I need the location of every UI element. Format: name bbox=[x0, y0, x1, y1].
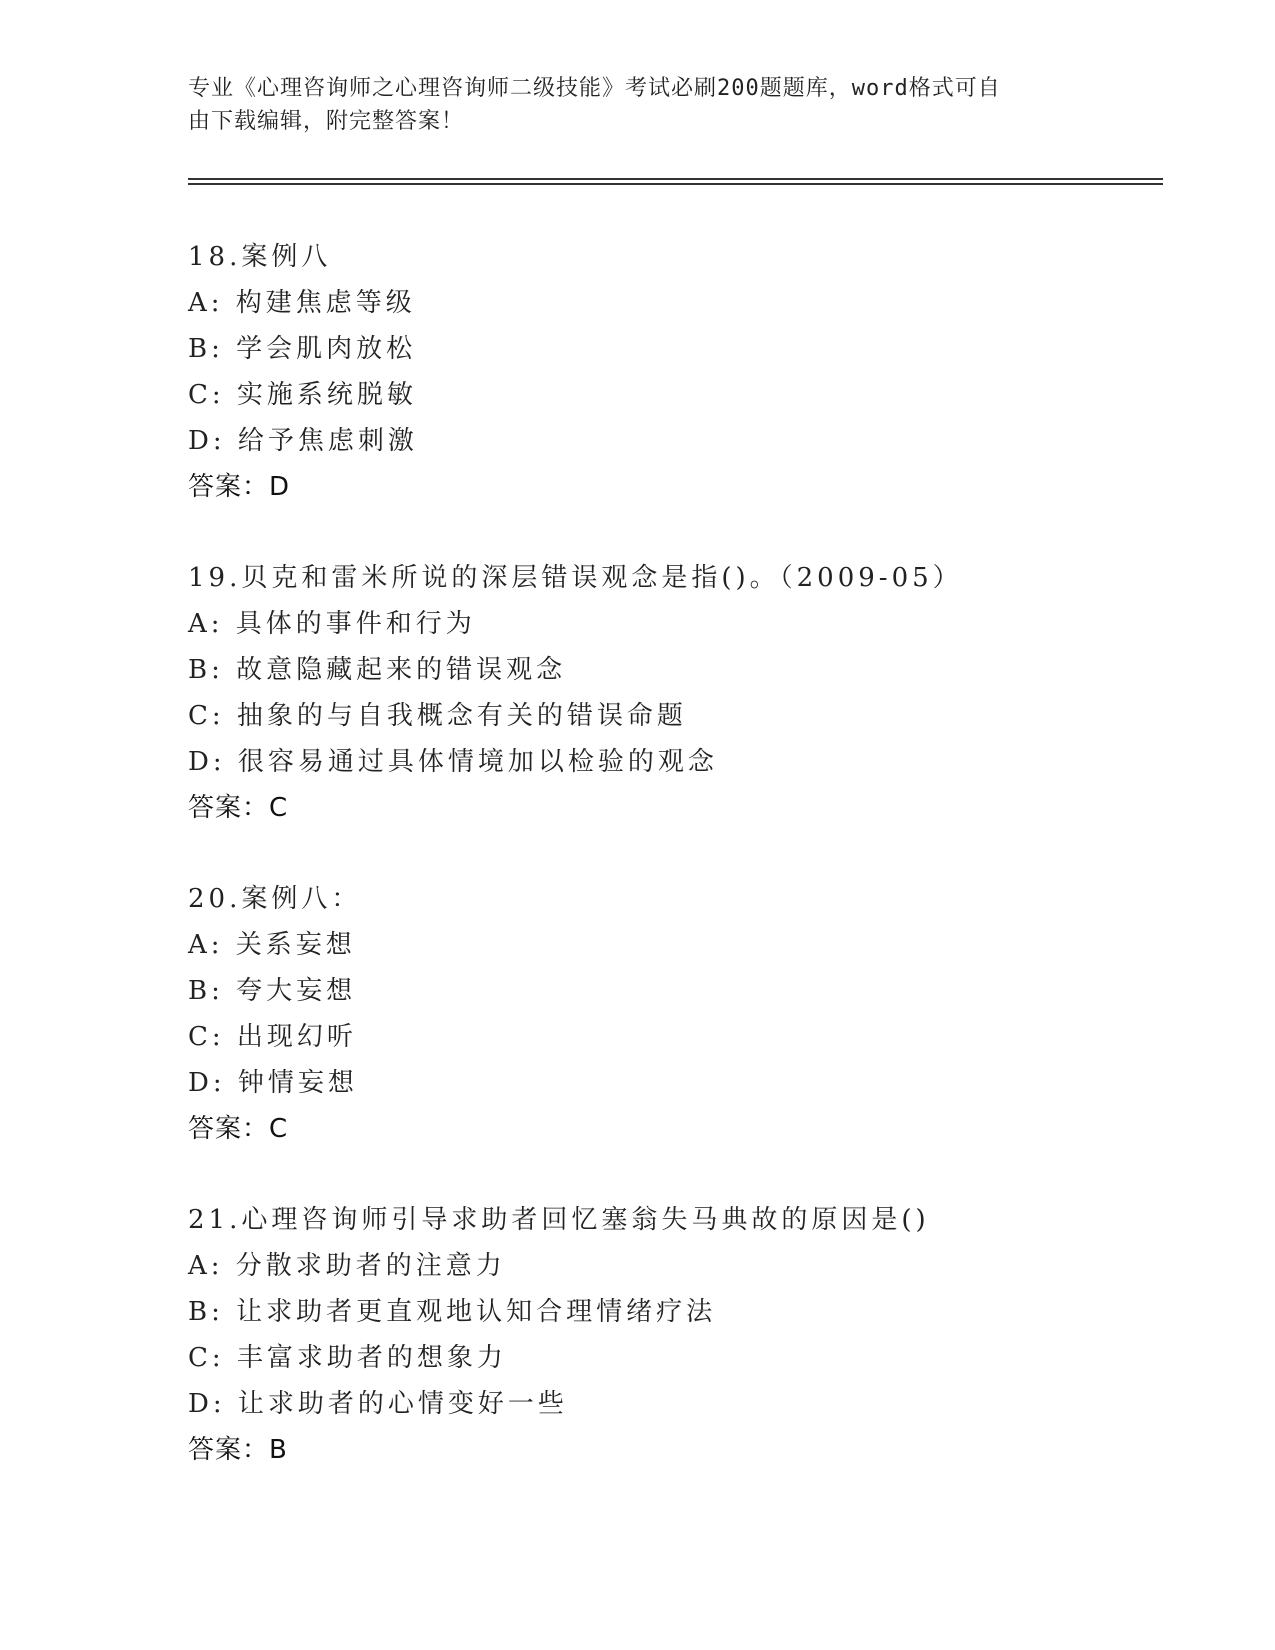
option-b: B: 故意隐藏起来的错误观念 bbox=[188, 655, 567, 685]
question-18 bbox=[188, 234, 1168, 510]
answer-text: 答案：B bbox=[188, 1435, 288, 1465]
option-d: D: 很容易通过具体情境加以检验的观念 bbox=[188, 747, 718, 777]
answer-text: 答案：C bbox=[188, 1114, 289, 1144]
option-a: A: 具体的事件和行为 bbox=[188, 609, 476, 639]
option-c: C: 丰富求助者的想象力 bbox=[188, 1343, 507, 1373]
header-divider-bottom bbox=[188, 183, 1163, 185]
document-header bbox=[188, 72, 1088, 138]
option-d: D: 给予焦虑刺激 bbox=[188, 426, 418, 456]
option-d: D: 钟情妄想 bbox=[188, 1068, 358, 1098]
question-19 bbox=[188, 555, 1168, 831]
answer-text: 答案：D bbox=[188, 472, 291, 502]
option-a: A: 构建焦虑等级 bbox=[188, 288, 416, 318]
option-a: A: 分散求助者的注意力 bbox=[188, 1251, 506, 1281]
header-divider-top bbox=[188, 178, 1163, 180]
option-b: B: 学会肌肉放松 bbox=[188, 334, 417, 364]
option-b: B: 夸大妄想 bbox=[188, 976, 357, 1006]
option-d: D: 让求助者的心情变好一些 bbox=[188, 1389, 568, 1419]
option-c: C: 实施系统脱敏 bbox=[188, 380, 417, 410]
question-stem: 19.贝克和雷米所说的深层错误观念是指()。（2009-05） bbox=[188, 563, 963, 593]
option-c: C: 出现幻听 bbox=[188, 1022, 357, 1052]
question-21 bbox=[188, 1197, 1168, 1473]
question-stem: 21.心理咨询师引导求助者回忆塞翁失马典故的原因是() bbox=[188, 1205, 930, 1235]
header-line-2: 由下载编辑，附完整答案！ bbox=[188, 109, 465, 134]
option-c: C: 抽象的与自我概念有关的错误命题 bbox=[188, 701, 687, 731]
option-b: B: 让求助者更直观地认知合理情绪疗法 bbox=[188, 1297, 717, 1327]
option-a: A: 关系妄想 bbox=[188, 930, 356, 960]
answer-text: 答案：C bbox=[188, 793, 289, 823]
question-stem: 20.案例八： bbox=[188, 884, 362, 914]
question-20 bbox=[188, 876, 1168, 1152]
header-line-1: 专业《心理咨询师之心理咨询师二级技能》考试必刷200题题库，word格式可自 bbox=[188, 76, 1001, 101]
question-stem: 18.案例八 bbox=[188, 242, 332, 272]
